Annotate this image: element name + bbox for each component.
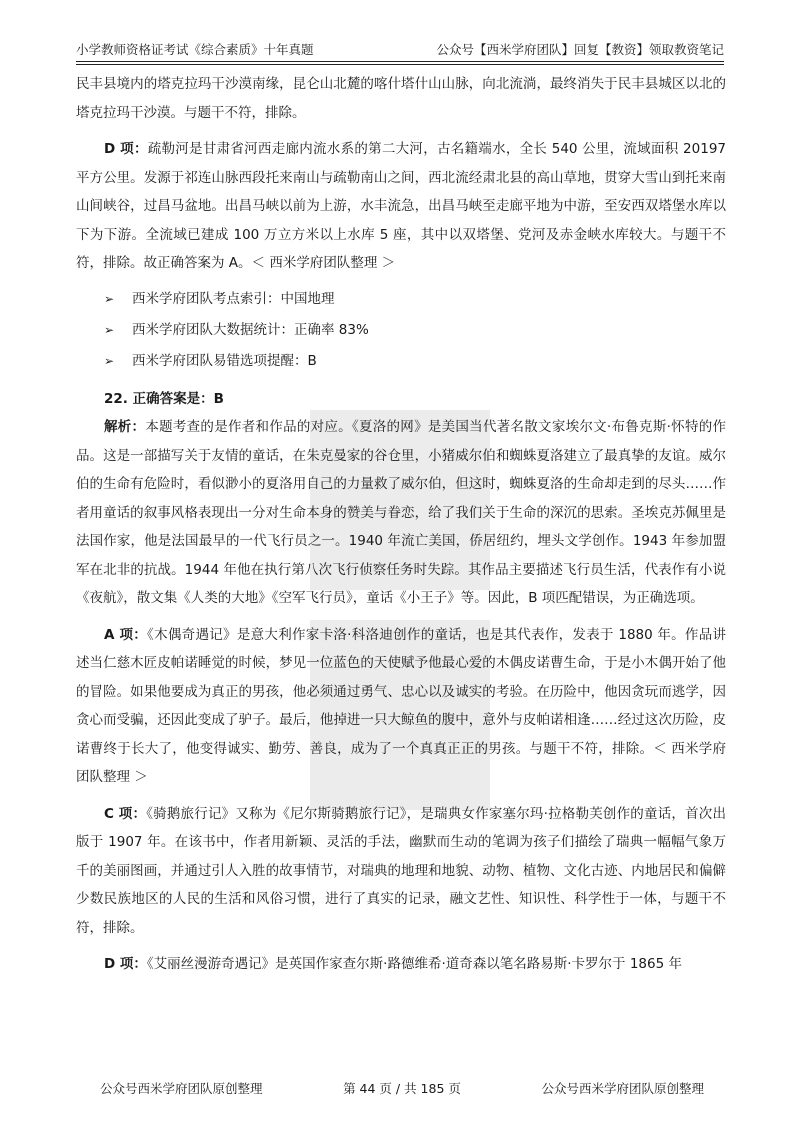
option-a-paragraph (76, 621, 726, 792)
arrow-bullet-icon: ➢ (104, 291, 115, 306)
bullet-text: 西米学府团队大数据统计：正确率 83% (132, 321, 369, 338)
page-header (76, 38, 724, 60)
question-22-answer: 22. 正确答案是：B (104, 390, 224, 407)
option-c-label: C 项： (104, 805, 147, 822)
paragraph-continuation: 民丰县境内的塔克拉玛干沙漠南缘，昆仑山北麓的喀什塔什山山脉，向北流淌，最终消失于民丰县城区以北的塔克拉玛干沙漠。与题干不符，排除。 (76, 76, 726, 121)
header-rule-thin (76, 64, 724, 65)
arrow-bullet-icon: ➢ (104, 353, 115, 368)
option-d2-paragraph (76, 950, 726, 979)
page-number: 第 44 页 / 共 185 页 (343, 1081, 461, 1096)
option-d2-text: 《艾丽丝漫游奇遇记》是英国作家查尔斯·路德维希·道奇森以笔名路易斯·卡罗尔于 1865 年 (146, 956, 682, 972)
option-c-paragraph (76, 800, 726, 943)
bullet-text: 西米学府团队考点索引：中国地理 (132, 290, 335, 307)
analysis-text: 本题考查的是作者和作品的对应。《夏洛的网》是美国当代著名散文家埃尔文·布鲁克斯·怀特的作品。这是一部描写关于友情的童话，在朱克曼家的谷仓里，小猪威尔伯和蜘蛛夏洛建立了最真挚的友谊。威尔伯的生命有危险时，看似渺小的夏洛用自己的力量救了威尔伯，但这时，蜘蛛夏洛的生命却走到的尽头……作者用童话的叙事风格表现出一分对生命本身的赞美与眷恋，给了我们关于生命的深沉的思索。圣埃克苏佩里是法国作家，他是法国最早的一代飞行员之一。1940 年流亡美国，侨居纽约，埋头文学创作。1943 年参加盟军在北非的抗战。1944 年他在执行第八次飞行侦察任务时失踪。其作品主要描述飞行员生活，代表作有小说《夜航》，散文集《人类的大地》《空军飞行员》，童话《小王子》等。因此，B 项匹配错误，为正确选项。 (76, 419, 726, 606)
bullet-item (76, 284, 726, 315)
option-d-text: 疏勒河是甘肃省河西走廊内流水系的第二大河，古名籍端水，全长 540 公里，流域面积 20197 平方公里。发源于祁连山脉西段托来南山与疏勒南山之间，西北流经肃北县的高山草地，贯穿大雪山到托来南山间峡谷，过昌马盆地。出昌马峡以前为上游，水丰流急，出昌马峡至走廊平地为中游，至安西双塔堡水库以下为下游。全流域已建成 100 万立方米以上水库 5 座，其中以双塔堡、党河及赤金峡水库较大。与题干不符，排除。故正确答案为 A。＜ 西米学府团队整理 ＞ (76, 141, 726, 271)
bullet-item (76, 346, 726, 377)
header-rule (76, 61, 724, 62)
option-c-text: 《骑鹅旅行记》又称为《尼尔斯骑鹅旅行记》，是瑞典女作家塞尔玛·拉格勒芙创作的童话，首次出版于 1907 年。在该书中，作者用新颖、灵活的手法，幽默而生动的笔调为孩子们描绘了瑞典一幅幅气象万千的美丽图画，并通过引人入胜的故事情节，对瑞典的地理和地貌、动物、植物、文化古迹、内地居民和偏僻少数民族地区的人民的生活和风俗习惯，进行了真实的记录，融文艺性、知识性、科学性于一体，与题干不符，排除。 (76, 805, 726, 936)
option-d-label: D 项： (104, 141, 148, 157)
analysis-paragraph (76, 413, 726, 613)
arrow-bullet-icon: ➢ (104, 322, 115, 337)
header-title: 小学教师资格证考试《综合素质》十年真题 (76, 42, 314, 57)
analysis-label: 解析： (104, 419, 146, 435)
page-footer (100, 1077, 704, 1099)
bullet-item (76, 315, 726, 346)
option-d2-label: D 项： (104, 956, 147, 972)
bullet-text: 西米学府团队易错选项提醒：B (132, 352, 317, 369)
footer-right: 公众号西米学府团队原创整理 (541, 1081, 704, 1096)
option-d-paragraph (76, 135, 726, 278)
option-a-text: 《木偶奇遇记》是意大利作家卡洛·科洛迪创作的童话，也是其代表作，发表于 1880 年。作品讲述当仁慈木匠皮帕诺睡觉的时候，梦见一位蓝色的天使赋予他最心爱的木偶皮诺曹生命，于是小木偶开始了他的冒险。如果他要成为真正的男孩，他必须通过勇气、忠心以及诚实的考验。在历险中，他因贪玩而逃学，因贪心而受骗，还因此变成了驴子。最后，他掉进一只大鲸鱼的腹中，意外与皮帕诺相逢……经过这次历险，皮诺曹终于长大了，他变得诚实、勤劳、善良，成为了一个真真正正的男孩。与题干不符，排除。＜ 西米学府团队整理 ＞ (76, 626, 726, 785)
footer-left: 公众号西米学府团队原创整理 (100, 1081, 263, 1096)
option-a-label: A 项： (104, 626, 148, 643)
page-content (76, 70, 726, 979)
header-promo: 公众号【西米学府团队】回复【教资】领取教资笔记 (436, 42, 724, 57)
